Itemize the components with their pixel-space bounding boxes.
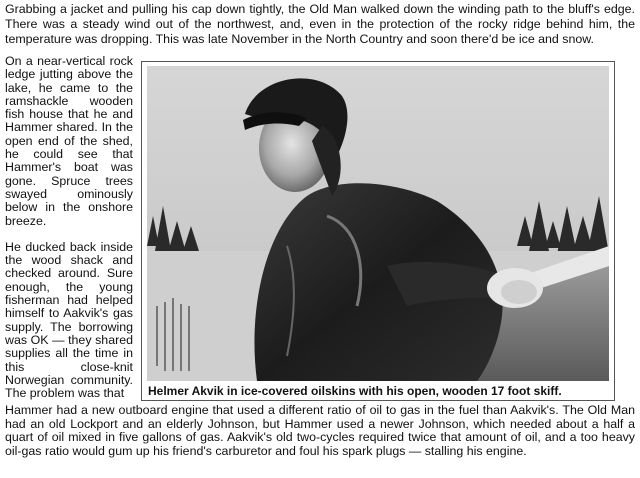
intro-paragraph: Grabbing a jacket and pulling his cap down tightly, the Old Man walked down the winding path to the bluff's edge. There was a steady wind out of the northwest, and, even in the protection of the rocky ridge behind him, the temperature was dropping. This was late November in the North Country and soon there'd be ice and snow.	[5, 2, 635, 46]
column-paragraph-1: On a near-vertical rock ledge jutting above the lake, he came to the ramshackle wooden fish house that he and Hammer shared. In the open end of the shed, he could see that Hammer's boat was gone. Spruce trees swayed ominously below in the onshore breeze.	[5, 54, 133, 228]
bottom-paragraph: Hammer had a new outboard engine that used a different ratio of oil to gas in the fuel than Aakvik's. The Old Man had an old Lockport and an elderly Johnson, but Hammer used a newer Johnson, which needed about a half a quart of oil mixed in five gallons of gas. Aakvik's old two-cycles required twice that amount of oil, and a too heavy oil-gas ratio would gum up his friend's carburetor and foul his spark plugs — stalling his engine.	[5, 403, 635, 458]
photo-caption: Helmer Akvik in ice-covered oilskins with his open, wooden 17 foot skiff.	[148, 384, 562, 398]
column-paragraph-2: He ducked back inside the wood shack and checked around. Sure enough, the young fisherman had helped himself to Aakvik's gas supply. The borrowing was OK — they shared supplies all the time in this close-knit Norwegian community. The problem was that	[5, 239, 133, 401]
photo-figure	[141, 61, 615, 401]
fisherman-photo	[147, 66, 609, 381]
left-text-column	[5, 55, 133, 413]
